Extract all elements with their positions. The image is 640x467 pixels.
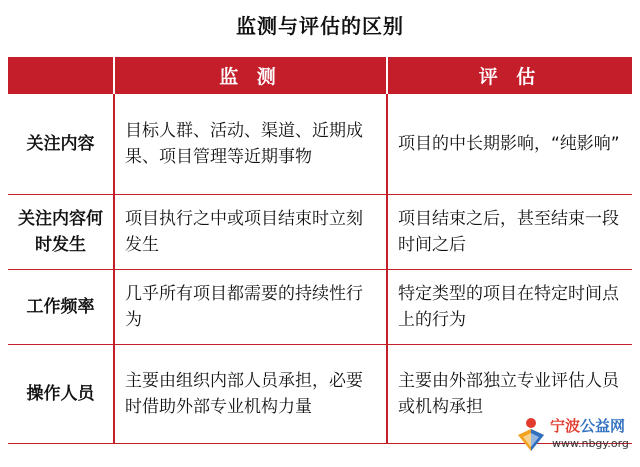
- table-row: [8, 270, 632, 345]
- header-monitoring: 监 测: [114, 57, 387, 94]
- monitoring-cell: 主要由组织内部人员承担，必要时借助外部专业机构力量: [114, 345, 387, 444]
- watermark-url: www.nbgy.org: [552, 437, 629, 450]
- header-evaluation: 评 估: [387, 57, 632, 94]
- row-label: 关注内容: [8, 94, 114, 195]
- comparison-table: [8, 57, 632, 444]
- header-blank: [8, 57, 114, 94]
- table-row: [8, 94, 632, 195]
- watermark-name-suffix: 公益网: [580, 417, 626, 435]
- evaluation-cell: 项目结束之后，甚至结束一段时间之后: [387, 195, 632, 270]
- monitoring-cell: 几乎所有项目都需要的持续性行为: [114, 270, 387, 345]
- charity-logo-icon: [514, 415, 548, 455]
- row-label: 关注内容何时发生: [8, 195, 114, 270]
- watermark-name: 宁波: [550, 417, 581, 435]
- table-row: [8, 195, 632, 270]
- monitoring-cell: 项目执行之中或项目结束时立刻发生: [114, 195, 387, 270]
- monitoring-cell: 目标人群、活动、渠道、近期成果、项目管理等近期事物: [114, 94, 387, 195]
- row-label: 工作频率: [8, 270, 114, 345]
- evaluation-cell: 主要由外部独立专业评估人员或机构承担: [387, 345, 632, 444]
- row-label: 操作人员: [8, 345, 114, 444]
- page-title: 监测与评估的区别: [236, 14, 404, 38]
- table-header-row: [8, 57, 632, 94]
- watermark: [514, 413, 632, 463]
- evaluation-cell: 特定类型的项目在特定时间点上的行为: [387, 270, 632, 345]
- evaluation-cell: 项目的中长期影响，“纯影响”: [387, 94, 632, 195]
